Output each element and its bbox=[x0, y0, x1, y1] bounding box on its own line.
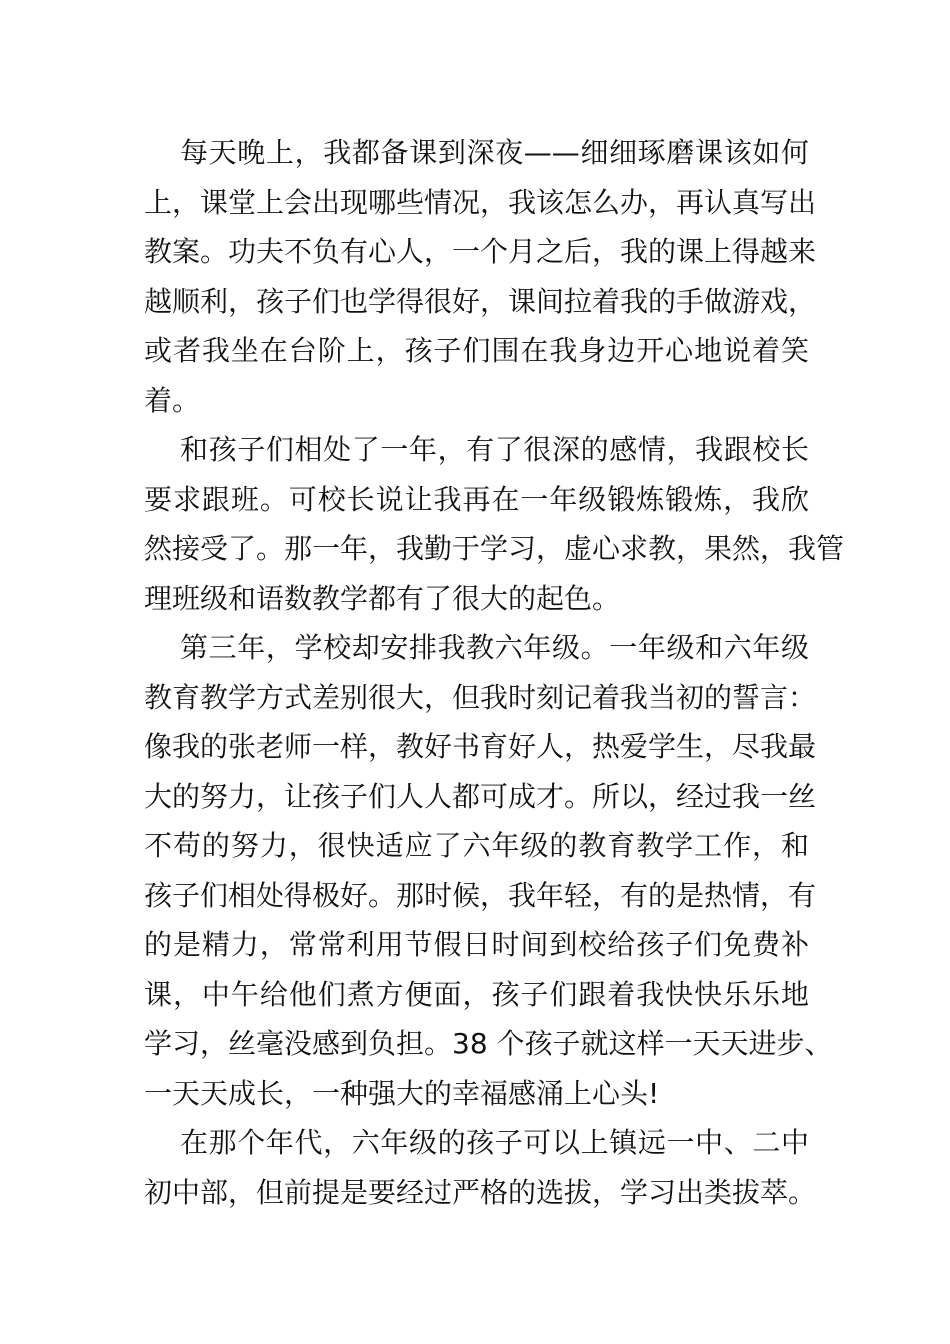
paragraph-4 bbox=[144, 1118, 817, 1217]
text-line: 大的努力，让孩子们人人都可成才。所以，经过我一丝 bbox=[144, 779, 817, 813]
text-line: 像我的张老师一样，教好书育好人，热爱学生，尽我最 bbox=[144, 730, 817, 763]
text-line: 第三年，学校却安排我教六年级。一年级和六年级 bbox=[180, 631, 809, 664]
text-line: 然接受了。那一年，我勤于学习，虚心求教，果然，我管 bbox=[144, 532, 845, 565]
text-line: 上，课堂上会出现哪些情况，我该怎么办，再认真写出 bbox=[144, 185, 817, 219]
text-line: 着。 bbox=[144, 383, 201, 417]
text-line: 和孩子们相处了一年，有了很深的感情，我跟校长 bbox=[180, 433, 809, 466]
text-line: 越顺利，孩子们也学得很好，课间拉着我的手做游戏， bbox=[144, 284, 817, 318]
text-line: 教案。功夫不负有心人，一个月之后，我的课上得越来 bbox=[144, 235, 817, 268]
document-body bbox=[144, 128, 845, 1217]
text-line: 课，中午给他们煮方便面，孩子们跟着我快快乐乐地 bbox=[144, 977, 809, 1011]
text-line: 每天晚上，我都备课到深夜——细细琢磨课该如何 bbox=[180, 136, 809, 169]
text-line: 理班级和语数教学都有了很大的起色。 bbox=[144, 581, 621, 615]
text-line: 一天天成长，一种强大的幸福感涌上心头! bbox=[144, 1076, 660, 1110]
text-line: 孩子们相处得极好。那时候，我年轻，有的是热情，有 bbox=[144, 878, 817, 912]
text-line: 要求跟班。可校长说让我再在一年级锻炼锻炼，我欣 bbox=[144, 482, 809, 516]
text-line: 初中部，但前提是要经过严格的选拔，学习出类拔萃。 bbox=[144, 1175, 817, 1209]
paragraph-3 bbox=[144, 623, 833, 1118]
text-line: 学习，丝毫没感到负担。38 个孩子就这样一天天进步、 bbox=[144, 1027, 833, 1060]
paragraph-2 bbox=[144, 425, 845, 623]
text-line: 教育教学方式差别很大，但我时刻记着我当初的誓言： bbox=[144, 680, 817, 714]
text-line: 不苟的努力，很快适应了六年级的教育教学工作，和 bbox=[144, 829, 809, 862]
text-line: 在那个年代，六年级的孩子可以上镇远一中、二中 bbox=[180, 1126, 809, 1159]
text-line: 的是精力，常常利用节假日时间到校给孩子们免费补 bbox=[144, 928, 809, 961]
text-line: 或者我坐在台阶上，孩子们围在我身边开心地说着笑 bbox=[144, 334, 809, 367]
paragraph-1 bbox=[144, 128, 817, 425]
